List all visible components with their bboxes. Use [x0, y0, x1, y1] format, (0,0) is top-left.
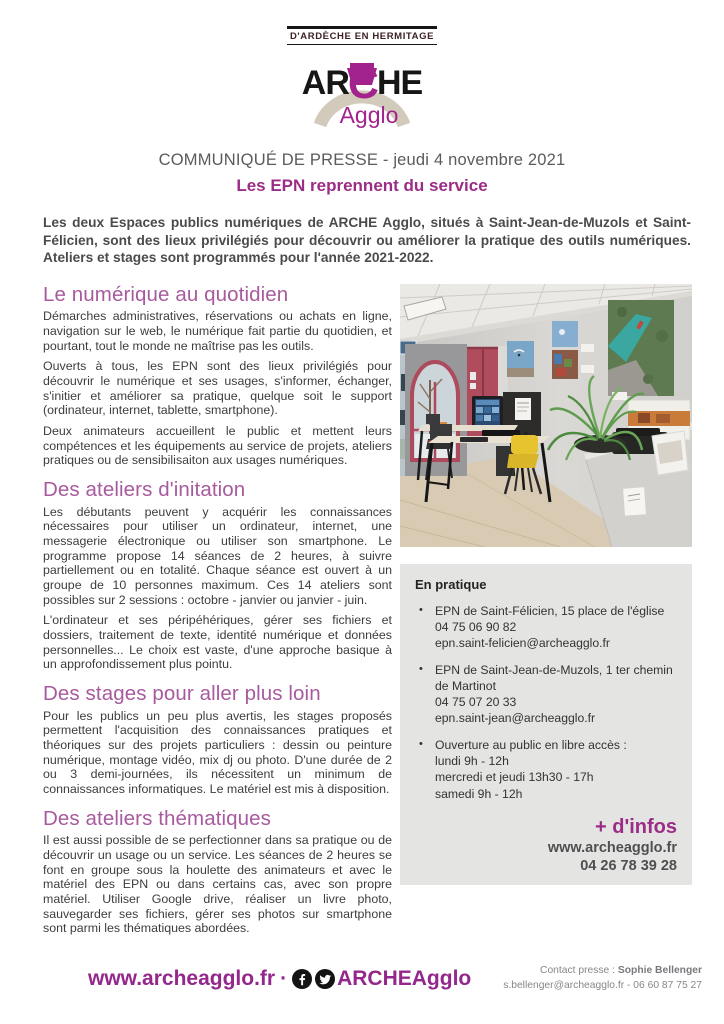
logo-text-ar: AR [301, 64, 349, 102]
section-paragraph: Ouverts à tous, les EPN sont des lieux privilégiés pour découvrir le numérique et ses usages, s'informer, échanger, s'initier et améliorer sa pratique, quelque soit le support (ordinateur, internet, tablette, smartphone). [43, 359, 392, 418]
logo-wordmark [277, 60, 447, 108]
footer-brand-line [88, 967, 471, 991]
press-contact-email-link[interactable]: s.bellenger@archeagglo.fr - 06 60 87 75 27 [503, 980, 702, 992]
section-paragraph: Il est aussi possible de se perfectionner dans sa pratique ou de découvrir un usage ou un service. Les séances de 2 heures se font en groupe sous la houlette des animateurs et avec le matériel des EPN ou dans certains cas, avec son propre matériel. Utiliser Google drive, réaliser un livre photo, sauvegarder ses fichiers, gérer ses photos sur smartphone sont parmi les thématiques abordées. [43, 833, 392, 936]
epn-phone: 04 75 06 90 82 [435, 619, 517, 634]
epn-phone: 04 75 07 20 33 [435, 695, 517, 710]
bullet-icon: • [419, 662, 423, 675]
arche-agglo-logo [277, 26, 447, 141]
bullet-icon: • [419, 603, 423, 616]
section-heading: Des ateliers d'initation [43, 478, 246, 502]
section-paragraph: Les débutants peuvent y acquérir les connaissances nécessaires pour utiliser un ordinateur, internet, une messagerie électronique ou utiliser son smartphone. Le programme propose 14 séances de 2 heures, à suivre partiellement ou en totalité. Chaque séance est ouvert à un groupe de 10 personnes maximum. Ces 14 ateliers sont possibles sur 2 sessions : octobre - janvier ou janvier - juin. [43, 504, 392, 607]
bullet-icon: • [419, 738, 423, 751]
list-item [415, 662, 677, 726]
website-link[interactable]: www.archeagglo.fr [547, 839, 677, 856]
footer-social-handle: ARCHEAgglo [337, 967, 472, 991]
more-infos-block [415, 815, 677, 877]
twitter-icon[interactable] [315, 969, 335, 989]
en-pratique-box [400, 564, 692, 885]
list-item [415, 737, 677, 801]
opening-hours-line: samedi 9h - 12h [435, 786, 523, 801]
section-paragraph: Démarches administratives, réservations ou achats en ligne, navigation sur le web, le numérique fait partie du quotidien, et pourtant, tout le monde ne maîtrise pas les outils. [43, 309, 392, 353]
footer-website-link[interactable]: www.archeagglo.fr [88, 967, 276, 991]
box-list [415, 603, 677, 802]
epn-room-photo [400, 284, 692, 547]
section-paragraph: Pour les publics un peu plus avertis, les stages proposés permettent l'acquisition des connaissances pratiques et théoriques sur des projets particuliers : dessin ou peinture numérique, montage vidéo, mix dj ou photo. D'une durée de 2 ou 3 demi-journées, ils nécessitent un minimum de connaissances informatiques. Le matériel est mis à disposition. [43, 708, 392, 797]
section-ateliers-initation [43, 479, 392, 672]
section-numerique-quotidien [43, 284, 392, 468]
opening-hours-line: mercredi et jeudi 13h30 - 17h [435, 770, 594, 785]
section-stages [43, 683, 392, 797]
document-title: Les EPN reprennent du service [236, 176, 488, 195]
section-heading: Des stages pour aller plus loin [43, 682, 321, 706]
article-column [43, 284, 392, 943]
opening-hours-title: Ouverture au public en libre accès : [435, 738, 627, 753]
section-paragraph: L'ordinateur et ses péripéhériques, gérer ses fichiers et dossiers, traitement de texte, identité numérique et données personnelles... Le choix est vaste, d'une approche basique à un approfondissement plus pointu. [43, 613, 392, 672]
logo-subname: Agglo [339, 102, 399, 128]
box-title: En pratique [415, 576, 487, 592]
press-contact-block [503, 964, 702, 994]
more-infos-label: + d'infos [595, 815, 677, 838]
content-columns [43, 284, 692, 943]
infos-phone-number: 04 26 78 39 28 [580, 858, 677, 875]
epn-email-link[interactable]: epn.saint-jean@archeagglo.fr [435, 711, 596, 726]
section-paragraph: Deux animateurs accueillent le public et mettent leurs compétences et les équipements au service de projets, ateliers pratiques ou de sensibilisaiton aux usages numériques. [43, 423, 392, 468]
logo-mark [277, 60, 447, 141]
press-release-kicker: COMMUNIQUÉ DE PRESSE - jeudi 4 novembre 2021 [158, 151, 566, 169]
logo-text-he: HE [376, 64, 423, 102]
footer-separator: · [280, 967, 288, 991]
intro-paragraph: Les deux Espaces publics numériques de ARCHE Agglo, situés à Saint-Jean-de-Muzols et Saint-Félicien, sont des lieux privilégiés pour découvrir ou améliorer la pratique des outils numériques. Ateliers et stages sont programmés pour l'année 2021-2022. [43, 215, 691, 266]
facebook-icon[interactable] [292, 969, 312, 989]
epn-address: EPN de Saint-Jean-de-Muzols, 1 ter chemin de Martinot [435, 662, 673, 693]
epn-email-link[interactable]: epn.saint-felicien@archeagglo.fr [435, 635, 610, 650]
logo-letter-c: C [347, 60, 378, 108]
aside-column [400, 284, 692, 943]
page-footer [0, 964, 724, 994]
press-contact-name: Sophie Bellenger [617, 965, 702, 977]
list-item [415, 603, 677, 651]
section-heading: Le numérique au quotidien [43, 282, 289, 306]
section-ateliers-thematiques [43, 808, 392, 936]
epn-address: EPN de Saint-Félicien, 15 place de l'église [435, 603, 665, 618]
opening-hours-line: lundi 9h - 12h [435, 754, 509, 769]
section-heading: Des ateliers thématiques [43, 806, 272, 830]
press-contact-label: Contact presse : [540, 965, 615, 977]
masthead [0, 0, 724, 196]
logo-tagline: D'ARDÈCHE EN HERMITAGE [287, 26, 437, 45]
